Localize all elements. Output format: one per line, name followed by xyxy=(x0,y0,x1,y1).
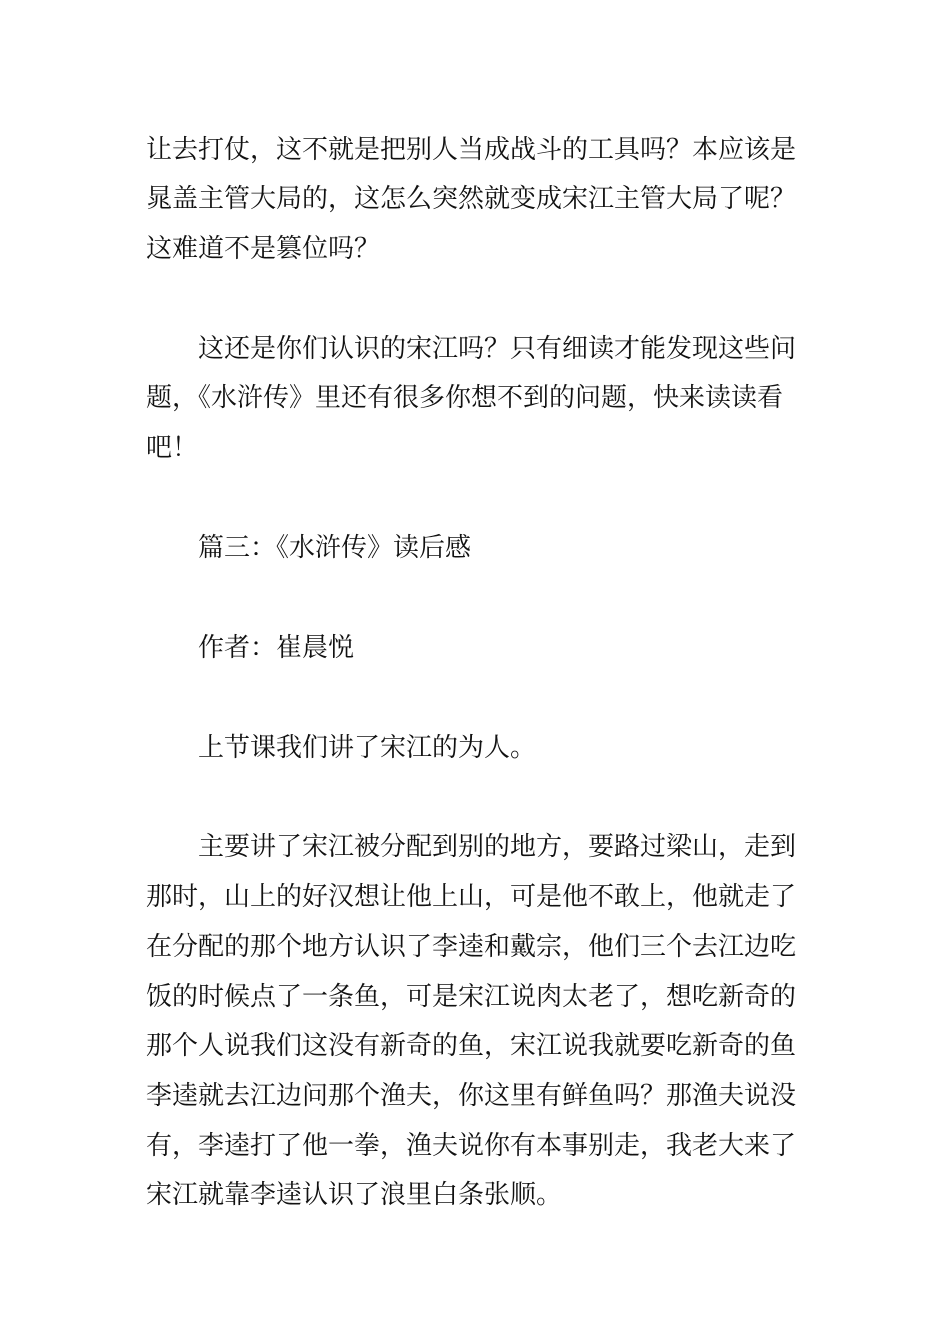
paragraph-1-line-3: 这难道不是篡位吗？ xyxy=(146,234,381,264)
paragraph-4-line-5: 那个人说我们这没有新奇的鱼，宋江说我就要吃新奇的鱼 xyxy=(146,1031,797,1061)
paragraph-4-line-7: 有，李逵打了他一拳，渔夫说你有本事别走，我老大来了 xyxy=(146,1131,797,1161)
paragraph-4-line-8: 宋江就靠李逵认识了浪里白条张顺。 xyxy=(146,1180,563,1210)
paragraph-2-line-1: 这还是你们认识的宋江吗？只有细读才能发现这些问 xyxy=(198,334,797,364)
author-line: 作者：崔晨悦 xyxy=(198,633,355,663)
paragraph-2-line-2: 题，《水浒传》里还有很多你想不到的问题，快来读读看 xyxy=(146,383,784,413)
paragraph-4-line-1: 主要讲了宋江被分配到别的地方，要路过梁山，走到 xyxy=(198,832,797,862)
paragraph-4-line-6: 李逵就去江边问那个渔夫，你这里有鲜鱼吗？那渔夫说没 xyxy=(146,1081,797,1111)
paragraph-3: 上节课我们讲了宋江的为人。 xyxy=(198,733,537,763)
paragraph-1-line-1: 让去打仗，这不就是把别人当成战斗的工具吗？本应该是 xyxy=(146,135,797,165)
paragraph-4-line-4: 饭的时候点了一条鱼，可是宋江说肉太老了，想吃新奇的 xyxy=(146,982,797,1012)
paragraph-1-line-2: 晁盖主管大局的，这怎么突然就变成宋江主管大局了呢？ xyxy=(146,184,797,214)
section-title: 篇三：《水浒传》读后感 xyxy=(198,533,472,563)
paragraph-4-line-3: 在分配的那个地方认识了李逵和戴宗，他们三个去江边吃 xyxy=(146,932,797,962)
paragraph-2-line-3: 吧！ xyxy=(146,433,199,463)
paragraph-4-line-2: 那时，山上的好汉想让他上山，可是他不敢上，他就走了 xyxy=(146,882,797,912)
